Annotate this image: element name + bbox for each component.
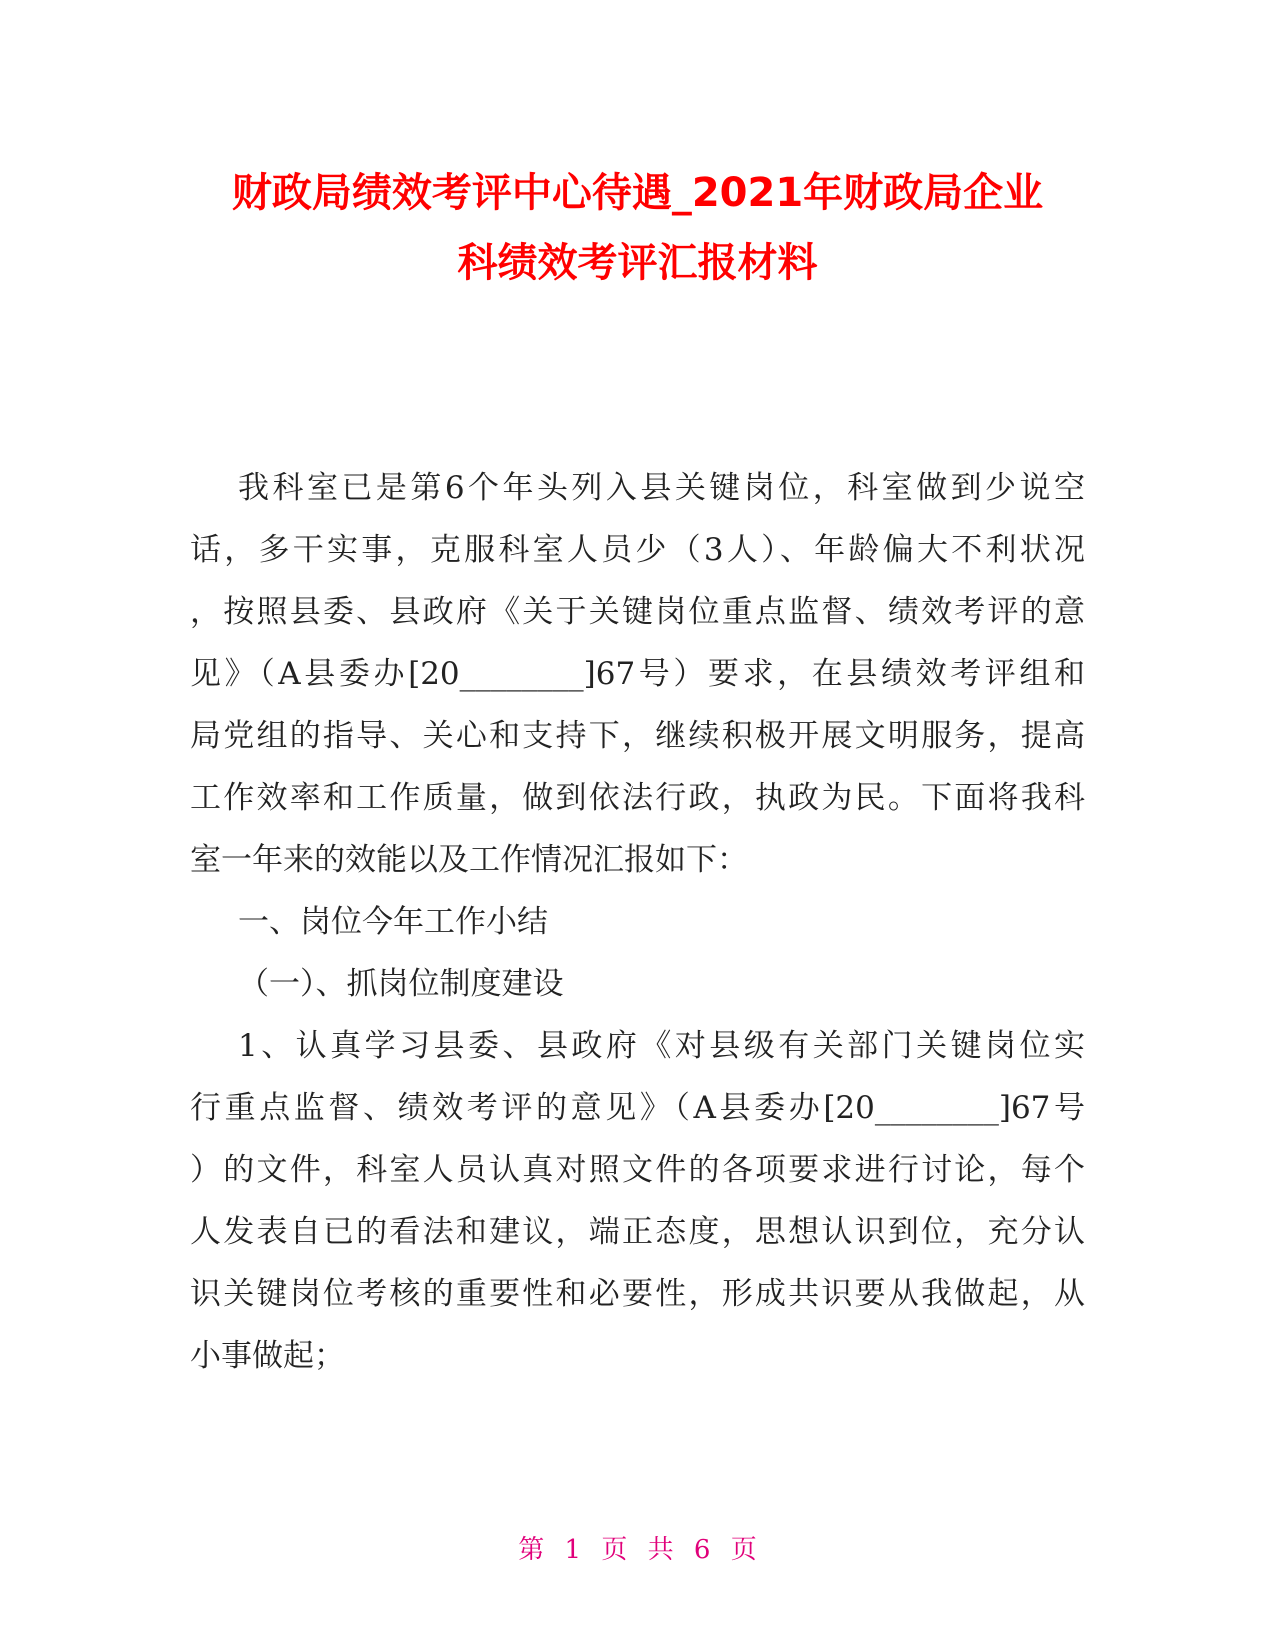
body-line: 见》（A县委办[20________]67号）要求，在县绩效考评组和 <box>190 656 1085 692</box>
body-line: 话，多干实事，克服科室人员少（3人）、年龄偏大不利状况 <box>190 532 1085 568</box>
body-line: 行重点监督、绩效考评的意见》（A县委办[20________]67号 <box>190 1090 1085 1126</box>
body-line: 室一年来的效能以及工作情况汇报如下： <box>190 842 748 878</box>
body-line: 人发表自已的看法和建议，端正态度，思想认识到位，充分认 <box>190 1214 1085 1250</box>
document-title-line-2: 科绩效考评汇报材料 <box>457 240 818 286</box>
body-line: 1、认真学习县委、县政府《对县级有关部门关键岗位实 <box>238 1028 1085 1064</box>
body-line: 识关键岗位考核的重要性和必要性，形成共识要从我做起，从 <box>190 1276 1085 1312</box>
body-line: 我科室已是第6个年头列入县关键岗位，科室做到少说空 <box>238 470 1085 506</box>
document-title-line-1: 财政局绩效考评中心待遇_2021年财政局企业 <box>231 170 1044 216</box>
body-line: ）的文件，科室人员认真对照文件的各项要求进行讨论，每个 <box>190 1152 1085 1188</box>
body-line: 工作效率和工作质量，做到依法行政，执政为民。下面将我科 <box>190 780 1085 816</box>
body-line: 小事做起； <box>190 1338 345 1374</box>
body-line: 局党组的指导、关心和支持下，继续积极开展文明服务，提高 <box>190 718 1085 754</box>
page-footer: 第 1 页 共 6 页 <box>518 1535 757 1565</box>
section-heading: 一、岗位今年工作小结 <box>238 904 548 940</box>
subsection-heading: （一）、抓岗位制度建设 <box>238 966 564 1002</box>
body-line: ，按照县委、县政府《关于关键岗位重点监督、绩效考评的意 <box>190 594 1085 630</box>
